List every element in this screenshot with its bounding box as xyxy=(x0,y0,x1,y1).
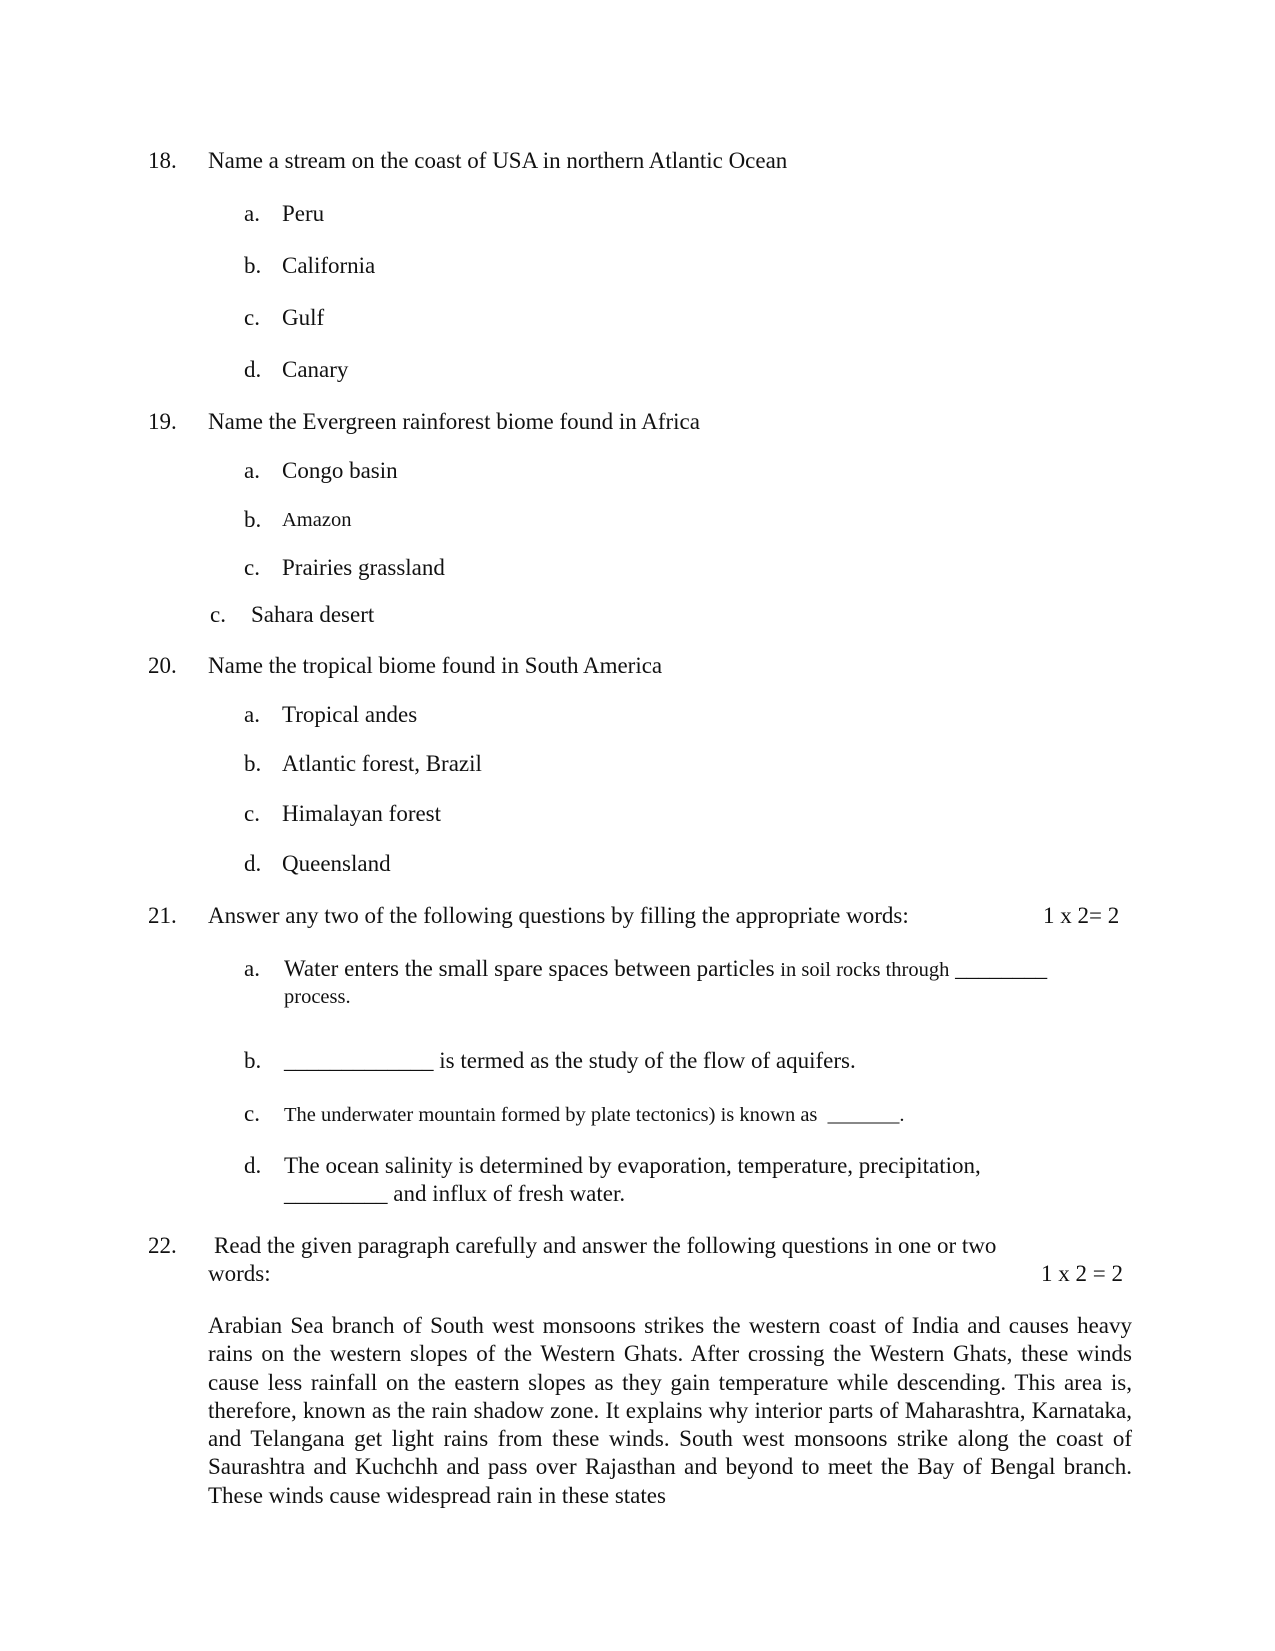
option-text: Tropical andes xyxy=(282,702,418,727)
question-number: 19. xyxy=(148,409,177,434)
option-text-continued: process. xyxy=(284,986,351,1008)
question-number: 22. xyxy=(148,1233,177,1258)
question-number: 21. xyxy=(148,903,177,928)
question-text: Answer any two of the following questions by filling the appropriate words: xyxy=(208,903,909,928)
question-text: Name the Evergreen rainforest biome found in Africa xyxy=(208,409,700,434)
option-letter: a. xyxy=(244,201,260,226)
option-letter: a. xyxy=(244,702,260,727)
option-text xyxy=(284,1047,856,1075)
option-text: California xyxy=(282,253,376,278)
answer-blank: _____________ xyxy=(284,1048,434,1073)
option-text: Canary xyxy=(282,357,349,382)
option-text-continued xyxy=(284,1180,625,1208)
option-letter: d. xyxy=(244,1153,262,1178)
option-letter: d. xyxy=(244,357,262,382)
question-number: 20. xyxy=(148,653,177,678)
option-text-main: is termed as the study of the flow of aquifers. xyxy=(439,1048,856,1073)
marks-label: 1 x 2 = 2 xyxy=(1041,1261,1123,1286)
option-text: Amazon xyxy=(282,509,352,531)
question-text-continued: words: xyxy=(208,1261,271,1286)
question-text: Name a stream on the coast of USA in northern Atlantic Ocean xyxy=(208,148,788,173)
option-letter: d. xyxy=(244,851,262,876)
option-letter: b. xyxy=(244,507,262,532)
option-letter: c. xyxy=(244,1101,260,1126)
option-text: Himalayan forest xyxy=(282,801,442,826)
option-text: The ocean salinity is determined by evaporation, temperature, precipitation, xyxy=(284,1153,981,1178)
option-text: Congo basin xyxy=(282,458,398,483)
reading-paragraph: Arabian Sea branch of South west monsoons strikes the western coast of India and causes heavy rains on the western slopes of the Western Ghats. After crossing the Western Ghats, these winds cause less rainfall on the eastern slopes as they gain temperature while descending. This area is, therefore, known as the rain shadow zone. It explains why interior parts of Maharashtra, Karnataka, and Telangana get light rains from these winds. South west monsoons strike along the coast of Saurashtra and Kuchchh and pass over Rajasthan and beyond to meet the Bay of Bengal branch. These winds cause widespread rain in these states xyxy=(208,1313,1132,1508)
option-text: Peru xyxy=(282,201,325,226)
option-text: Prairies grassland xyxy=(282,555,445,580)
option-text: Atlantic forest, Brazil xyxy=(282,751,482,776)
answer-blank: _______. xyxy=(827,1104,905,1126)
option-letter: c. xyxy=(244,305,260,330)
option-letter: c. xyxy=(210,602,226,627)
option-text xyxy=(284,1101,905,1129)
option-letter: a. xyxy=(244,458,260,483)
question-text: Name the tropical biome found in South America xyxy=(208,653,663,678)
option-letter: c. xyxy=(244,801,260,826)
option-letter: b. xyxy=(244,253,262,278)
question-number: 18. xyxy=(148,148,177,173)
option-letter: c. xyxy=(244,555,260,580)
option-letter: b. xyxy=(244,751,262,776)
option-text-main: and influx of fresh water. xyxy=(393,1181,626,1206)
option-text: Gulf xyxy=(282,305,325,330)
option-text-main: The underwater mountain formed by plate tectonics) is known as xyxy=(284,1104,818,1126)
option-text: Queensland xyxy=(282,851,391,876)
option-letter: b. xyxy=(244,1048,262,1073)
marks-label: 1 x 2= 2 xyxy=(1043,903,1120,928)
option-letter: a. xyxy=(244,956,260,981)
option-text-small: in soil rocks through xyxy=(780,959,950,981)
option-text-main: Water enters the small spare spaces between particles xyxy=(284,956,775,981)
option-text xyxy=(284,955,1047,984)
answer-blank: _________ xyxy=(284,1181,388,1206)
question-text: Read the given paragraph carefully and answer the following questions in one or two xyxy=(214,1233,997,1258)
answer-blank: ________ xyxy=(955,956,1048,981)
option-text: Sahara desert xyxy=(251,602,375,627)
